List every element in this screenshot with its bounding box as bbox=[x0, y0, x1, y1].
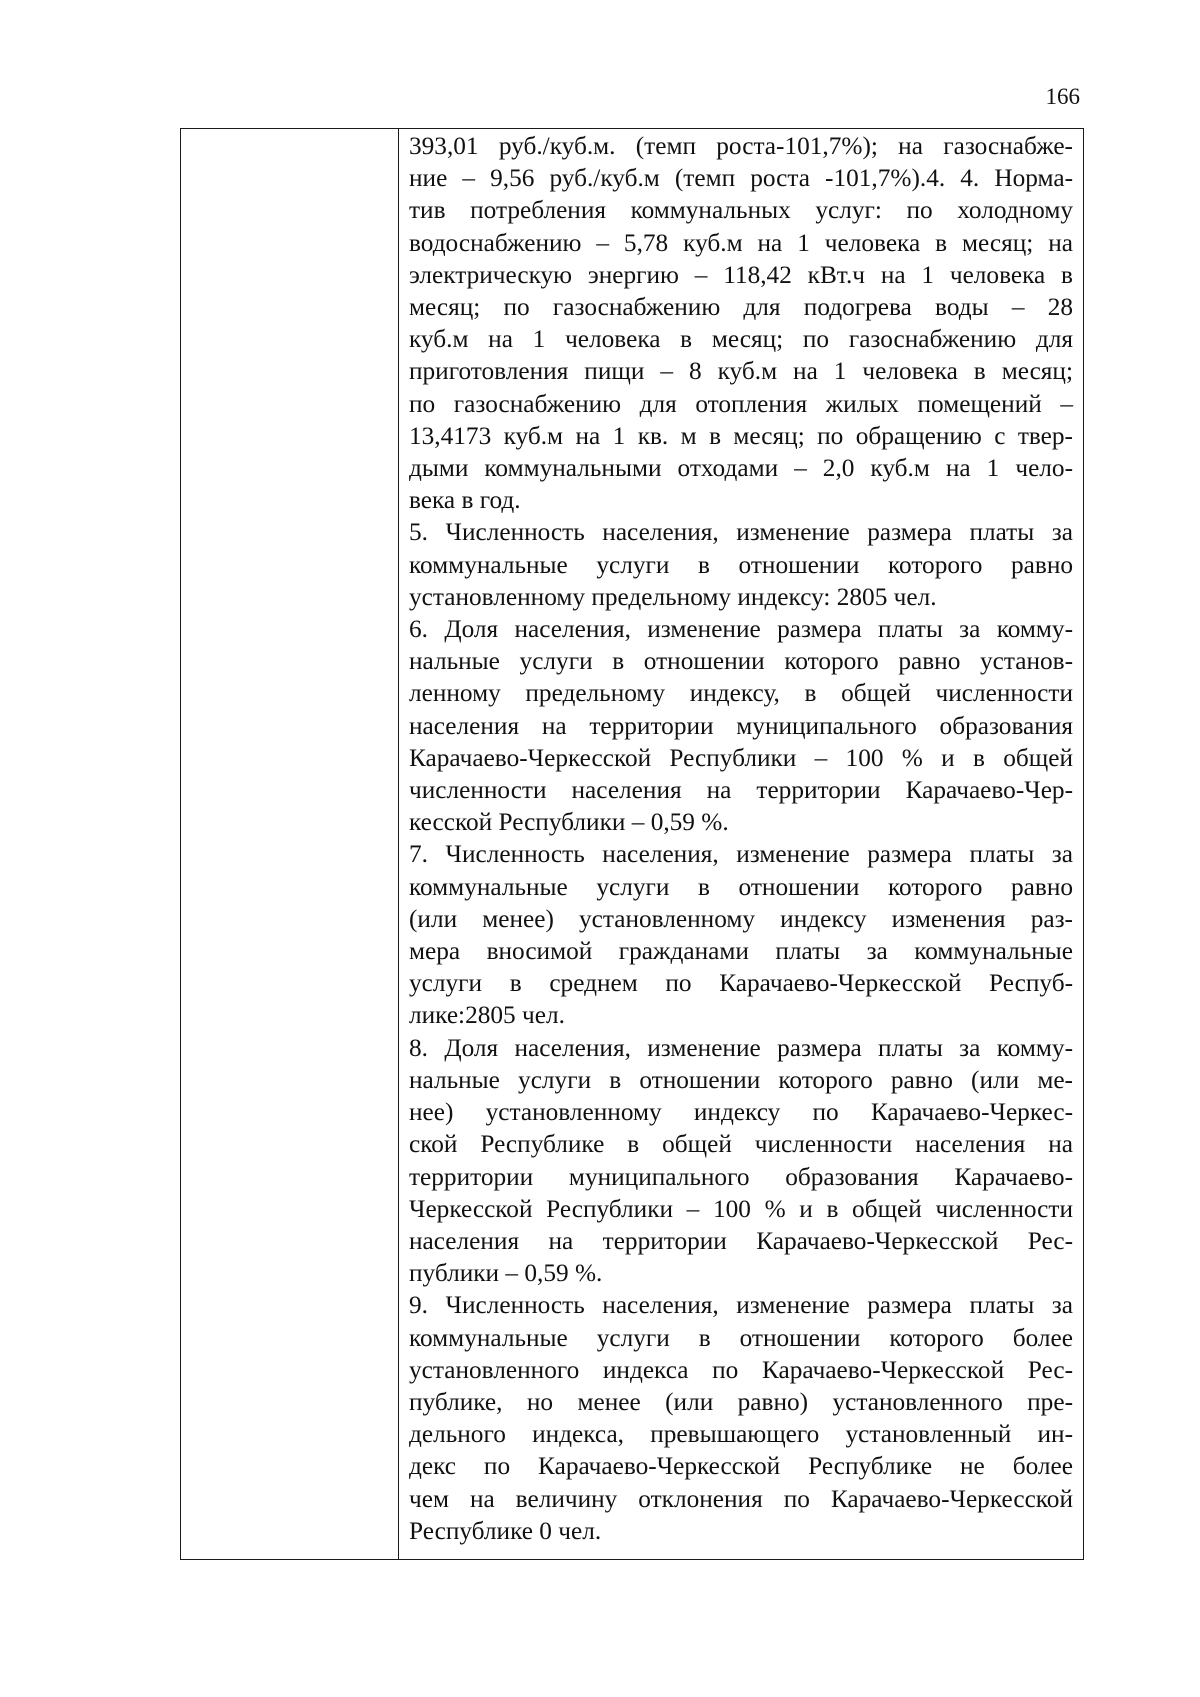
paragraph bbox=[409, 613, 1073, 838]
text-line: нальные услуги в отношении которого равно установ- bbox=[409, 647, 1073, 676]
text-line: Черкесской Республики – 100 % и в общей численности bbox=[409, 1194, 1073, 1223]
text-line: дельного индекса, превышающего установленный ин- bbox=[409, 1420, 1073, 1449]
text-line: века в год. bbox=[409, 486, 521, 515]
text-line: 9. Численность населения, изменение размера платы за bbox=[409, 1291, 1073, 1320]
paragraph bbox=[409, 838, 1073, 1031]
text-line: месяц; по газоснабжению для подогрева воды – 28 bbox=[409, 293, 1073, 322]
text-line: нее) установленному индексу по Карачаево-Черкес- bbox=[409, 1098, 1073, 1127]
document-table bbox=[180, 128, 1084, 1560]
text-line: ленному предельному индексу, в общей численности bbox=[409, 679, 1073, 708]
text-line: 7. Численность населения, изменение размера платы за bbox=[409, 840, 1073, 869]
text-line: услуги в среднем по Карачаево-Черкесской Респуб- bbox=[409, 969, 1073, 998]
text-line: электрическую энергию – 118,42 кВт.ч на 1 человека в bbox=[409, 260, 1073, 289]
text-line: 6. Доля населения, изменение размера платы за комму- bbox=[409, 615, 1073, 644]
text-line: куб.м на 1 человека в месяц; по газоснабжению для bbox=[409, 325, 1073, 354]
table-left-cell bbox=[181, 129, 399, 1559]
text-line: коммунальные услуги в отношении которого равно bbox=[409, 550, 1073, 579]
text-line: численности населения на территории Карачаево-Чер- bbox=[409, 776, 1073, 805]
text-line: установленному предельному индексу: 2805 чел. bbox=[409, 582, 937, 611]
text-line: мера вносимой гражданами платы за коммунальные bbox=[409, 937, 1073, 966]
text-line: декс по Карачаево-Черкесской Республике не более bbox=[409, 1452, 1073, 1481]
text-line: (или менее) установленному индексу изменения раз- bbox=[409, 904, 1073, 933]
paragraph bbox=[409, 1032, 1073, 1290]
text-line: тив потребления коммунальных услуг: по холодному bbox=[409, 196, 1073, 225]
text-line: 13,4173 куб.м на 1 кв. м в месяц; по обращению с твер- bbox=[409, 421, 1073, 450]
text-line: Карачаево-Черкесской Республики – 100 % и в общей bbox=[409, 743, 1073, 772]
text-line: чем на величину отклонения по Карачаево-Черкесской bbox=[409, 1484, 1073, 1513]
text-line: публики – 0,59 %. bbox=[409, 1259, 603, 1288]
text-line: приготовления пищи – 8 куб.м на 1 человека в месяц; bbox=[409, 357, 1073, 386]
text-line: населения на территории муниципального образования bbox=[409, 711, 1073, 740]
text-line: дыми коммунальными отходами – 2,0 куб.м на 1 чело- bbox=[409, 454, 1073, 483]
text-line: 8. Доля населения, изменение размера платы за комму- bbox=[409, 1033, 1073, 1062]
text-line: установленного индекса по Карачаево-Черкесской Рес- bbox=[409, 1355, 1073, 1384]
paragraph bbox=[409, 1289, 1073, 1547]
paragraph bbox=[409, 130, 1073, 516]
text-line: кесской Республики – 0,59 %. bbox=[409, 808, 729, 837]
text-line: нальные услуги в отношении которого равно (или ме- bbox=[409, 1065, 1073, 1094]
paragraph bbox=[409, 516, 1073, 613]
text-line: лике:2805 чел. bbox=[409, 1001, 565, 1030]
text-line: ние – 9,56 руб./куб.м (темп роста -101,7%).4. 4. Норма- bbox=[409, 164, 1073, 193]
table-right-cell bbox=[399, 129, 1083, 1559]
text-line: населения на территории Карачаево-Черкесской Рес- bbox=[409, 1226, 1073, 1255]
text-line: ской Республике в общей численности населения на bbox=[409, 1130, 1073, 1159]
text-line: водоснабжению – 5,78 куб.м на 1 человека в месяц; на bbox=[409, 228, 1073, 257]
text-line: коммунальные услуги в отношении которого более bbox=[409, 1323, 1073, 1352]
text-line: коммунальные услуги в отношении которого равно bbox=[409, 872, 1073, 901]
page-number: 166 bbox=[1045, 84, 1080, 109]
text-line: Республике 0 чел. bbox=[409, 1516, 602, 1545]
text-line: 393,01 руб./куб.м. (темп роста-101,7%); на газоснабже- bbox=[409, 132, 1073, 160]
text-line: по газоснабжению для отопления жилых помещений – bbox=[409, 389, 1073, 418]
text-line: 5. Численность населения, изменение размера платы за bbox=[409, 518, 1073, 547]
text-line: территории муниципального образования Карачаево- bbox=[409, 1162, 1073, 1191]
text-line: публике, но менее (или равно) установленного пре- bbox=[409, 1387, 1073, 1416]
